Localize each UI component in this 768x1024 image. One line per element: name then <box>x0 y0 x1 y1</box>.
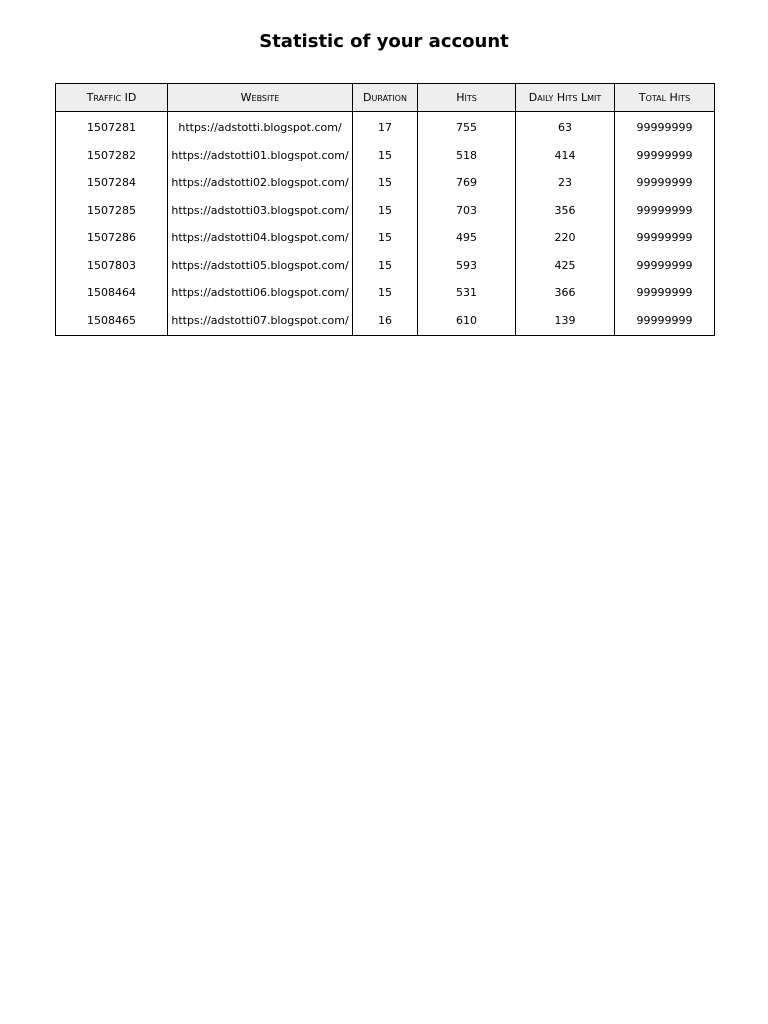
cell-traffic-id: 1507286 <box>56 224 168 252</box>
cell-website: https://adstotti03.blogspot.com/ <box>168 197 353 225</box>
header-duration: Duration <box>353 84 418 112</box>
cell-daily-hits-limit: 425 <box>516 252 615 280</box>
cell-traffic-id: 1507282 <box>56 142 168 170</box>
cell-website: https://adstotti06.blogspot.com/ <box>168 279 353 307</box>
table-row <box>56 197 715 225</box>
table-row <box>56 112 715 142</box>
cell-traffic-id: 1507284 <box>56 169 168 197</box>
cell-website: https://adstotti.blogspot.com/ <box>168 112 353 142</box>
cell-website: https://adstotti02.blogspot.com/ <box>168 169 353 197</box>
cell-duration: 15 <box>353 224 418 252</box>
cell-daily-hits-limit: 63 <box>516 112 615 142</box>
cell-duration: 15 <box>353 252 418 280</box>
table-row <box>56 307 715 336</box>
cell-total-hits: 99999999 <box>615 169 715 197</box>
table-row <box>56 252 715 280</box>
cell-hits: 769 <box>418 169 516 197</box>
cell-duration: 15 <box>353 197 418 225</box>
cell-hits: 531 <box>418 279 516 307</box>
cell-website: https://adstotti01.blogspot.com/ <box>168 142 353 170</box>
cell-duration: 17 <box>353 112 418 142</box>
cell-duration: 15 <box>353 142 418 170</box>
cell-daily-hits-limit: 366 <box>516 279 615 307</box>
cell-total-hits: 99999999 <box>615 197 715 225</box>
header-traffic-id: Traffic ID <box>56 84 168 112</box>
cell-daily-hits-limit: 414 <box>516 142 615 170</box>
header-row <box>56 84 715 112</box>
header-daily-hits-limit: Daily Hits Lmit <box>516 84 615 112</box>
cell-duration: 15 <box>353 169 418 197</box>
cell-traffic-id: 1507281 <box>56 112 168 142</box>
cell-daily-hits-limit: 139 <box>516 307 615 336</box>
cell-traffic-id: 1508464 <box>56 279 168 307</box>
cell-total-hits: 99999999 <box>615 112 715 142</box>
cell-duration: 16 <box>353 307 418 336</box>
cell-hits: 495 <box>418 224 516 252</box>
cell-daily-hits-limit: 356 <box>516 197 615 225</box>
cell-website: https://adstotti07.blogspot.com/ <box>168 307 353 336</box>
cell-hits: 518 <box>418 142 516 170</box>
table-header <box>56 84 715 112</box>
cell-traffic-id: 1507285 <box>56 197 168 225</box>
table-row <box>56 279 715 307</box>
cell-hits: 593 <box>418 252 516 280</box>
table-row <box>56 169 715 197</box>
table-row <box>56 224 715 252</box>
cell-total-hits: 99999999 <box>615 142 715 170</box>
cell-hits: 755 <box>418 112 516 142</box>
header-total-hits: Total Hits <box>615 84 715 112</box>
cell-total-hits: 99999999 <box>615 252 715 280</box>
cell-traffic-id: 1508465 <box>56 307 168 336</box>
table-row <box>56 142 715 170</box>
cell-website: https://adstotti04.blogspot.com/ <box>168 224 353 252</box>
header-website: Website <box>168 84 353 112</box>
page-title: Statistic of your account <box>259 31 509 52</box>
cell-hits: 610 <box>418 307 516 336</box>
cell-total-hits: 99999999 <box>615 279 715 307</box>
cell-website: https://adstotti05.blogspot.com/ <box>168 252 353 280</box>
cell-daily-hits-limit: 23 <box>516 169 615 197</box>
cell-total-hits: 99999999 <box>615 307 715 336</box>
statistics-table <box>55 83 715 336</box>
header-hits: Hits <box>418 84 516 112</box>
cell-hits: 703 <box>418 197 516 225</box>
cell-traffic-id: 1507803 <box>56 252 168 280</box>
cell-total-hits: 99999999 <box>615 224 715 252</box>
cell-daily-hits-limit: 220 <box>516 224 615 252</box>
cell-duration: 15 <box>353 279 418 307</box>
table-body <box>56 112 715 336</box>
